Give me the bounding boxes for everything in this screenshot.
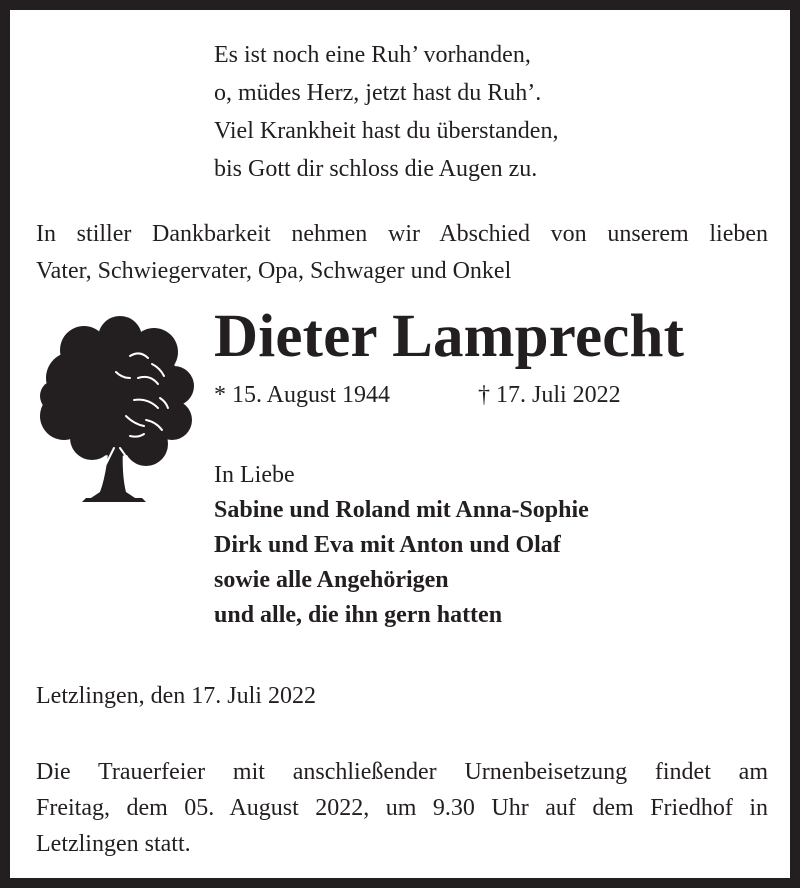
poem-line: Viel Krankheit hast du überstanden, bbox=[214, 118, 559, 144]
mourner-line: sowie alle Angehörigen bbox=[214, 567, 449, 593]
poem-line: bis Gott dir schloss die Augen zu. bbox=[214, 156, 538, 182]
place-date: Letzlingen, den 17. Juli 2022 bbox=[36, 683, 316, 709]
tree-icon bbox=[34, 316, 194, 506]
funeral-line: Letzlingen statt. bbox=[36, 831, 191, 857]
mourner-line: und alle, die ihn gern hatten bbox=[214, 602, 503, 628]
funeral-info bbox=[36, 754, 768, 862]
intro-line: In stiller Dankbarkeit nehmen wir Abschied von unserem lieben bbox=[36, 221, 768, 247]
mourner-line: Dirk und Eva mit Anton und Olaf bbox=[214, 532, 561, 558]
death-date: † 17. Juli 2022 bbox=[478, 382, 621, 408]
birth-date: * 15. August 1944 bbox=[214, 382, 391, 408]
funeral-line: Die Trauerfeier mit anschließender Urnenbeisetzung findet am bbox=[36, 759, 768, 785]
intro-text bbox=[36, 216, 768, 290]
mourners bbox=[214, 458, 589, 633]
intro-line: Vater, Schwiegervater, Opa, Schwager und Onkel bbox=[36, 258, 512, 284]
poem-line: Es ist noch eine Ruh’ vorhanden, bbox=[214, 42, 531, 68]
poem-line: o, müdes Herz, jetzt hast du Ruh’. bbox=[214, 80, 542, 106]
deceased-name: Dieter Lamprecht bbox=[214, 303, 685, 370]
mourner-line: Sabine und Roland mit Anna-Sophie bbox=[214, 497, 589, 523]
mourners-heading: In Liebe bbox=[214, 462, 295, 488]
life-dates bbox=[214, 377, 621, 413]
poem bbox=[214, 36, 558, 188]
funeral-line: Freitag, dem 05. August 2022, um 9.30 Uhr auf dem Friedhof in bbox=[36, 795, 768, 821]
